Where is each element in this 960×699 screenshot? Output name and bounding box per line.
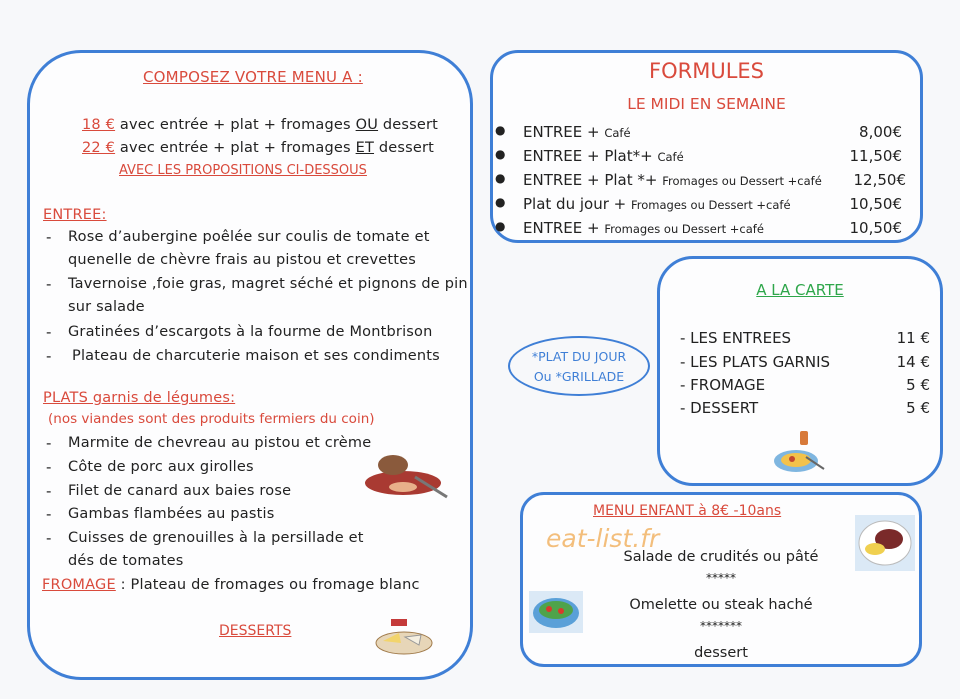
carte-price: 14 € bbox=[896, 353, 930, 371]
and-word: ET bbox=[355, 140, 375, 156]
bullet: ● bbox=[495, 171, 506, 185]
formula-18-text: avec entrée + plat + fromages bbox=[115, 117, 356, 133]
formule-detail: Café bbox=[657, 150, 684, 164]
bullet: ● bbox=[495, 219, 506, 233]
fromage-heading: FROMAGE bbox=[42, 577, 116, 593]
entree-item: Plateau de charcuterie maison et ses condiments bbox=[72, 348, 440, 364]
carte-price: 5 € bbox=[906, 399, 930, 417]
bullet-dash: - bbox=[46, 323, 52, 341]
formule-label: ENTREE + Plat*+ bbox=[523, 147, 658, 165]
menu-enfant-panel bbox=[520, 492, 922, 667]
fromage-line bbox=[42, 577, 420, 593]
formule-label: ENTREE + bbox=[523, 123, 605, 141]
formule-price: 8,00€ bbox=[859, 123, 902, 141]
enfant-line-3: dessert bbox=[694, 645, 748, 661]
formule-row bbox=[493, 123, 920, 145]
formula-18-line bbox=[82, 117, 438, 133]
formule-row bbox=[493, 195, 920, 217]
carte-row bbox=[680, 399, 930, 421]
fromage-text: : Plateau de fromages ou fromage blanc bbox=[115, 577, 420, 593]
price-22: 22 € bbox=[82, 140, 116, 156]
menu-compose-title: COMPOSEZ VOTRE MENU A : bbox=[143, 68, 363, 86]
entree-item: quenelle de chèvre frais au pistou et crevettes bbox=[68, 252, 417, 268]
entree-item: sur salade bbox=[68, 299, 145, 315]
formule-price: 11,50€ bbox=[849, 147, 902, 165]
entree-heading: ENTREE: bbox=[43, 207, 107, 223]
formule-price: 10,50€ bbox=[849, 195, 902, 213]
carte-label: - LES ENTREES bbox=[680, 329, 792, 347]
carte-price: 5 € bbox=[906, 376, 930, 394]
oval-line-1: *PLAT DU JOUR bbox=[531, 349, 627, 364]
formule-label: ENTREE + Plat *+ bbox=[523, 171, 663, 189]
formules-subtitle: LE MIDI EN SEMAINE bbox=[627, 95, 786, 113]
plat-item: Cuisses de grenouilles à la persillade et bbox=[68, 530, 364, 546]
enfant-line-1: Salade de crudités ou pâté bbox=[623, 549, 819, 565]
oval-line-2: Ou *GRILLADE bbox=[533, 369, 625, 384]
carte-price: 11 € bbox=[896, 329, 930, 347]
plat-item: Gambas flambées au pastis bbox=[68, 506, 275, 522]
formule-label: ENTREE + bbox=[523, 219, 605, 237]
bullet: ● bbox=[495, 195, 506, 209]
watermark: eat-list.fr bbox=[546, 524, 660, 553]
carte-label: - LES PLATS GARNIS bbox=[680, 353, 831, 371]
carte-label: - FROMAGE bbox=[680, 376, 766, 394]
meat-plate-icon bbox=[363, 453, 453, 503]
formula-18-end: dessert bbox=[378, 117, 439, 133]
bullet: ● bbox=[495, 147, 506, 161]
enfant-separator: ******* bbox=[700, 619, 742, 633]
formules-panel bbox=[490, 50, 923, 243]
formule-row bbox=[493, 219, 920, 241]
entree-item: Gratinées d’escargots à la fourme de Montbrison bbox=[68, 324, 433, 340]
bullet: ● bbox=[495, 123, 506, 137]
plat-item: Filet de canard aux baies rose bbox=[68, 483, 292, 499]
formule-detail: Fromages ou Dessert +café bbox=[604, 222, 764, 236]
entree-item: Rose d’aubergine poêlée sur coulis de tomate et bbox=[68, 229, 430, 245]
a-la-carte-title: A LA CARTE bbox=[756, 281, 844, 299]
plats-heading: PLATS garnis de légumes: bbox=[43, 390, 236, 406]
formule-row bbox=[493, 171, 920, 193]
menu-compose-panel bbox=[27, 50, 473, 680]
formules-title: FORMULES bbox=[649, 59, 764, 83]
formule-label: Plat du jour + bbox=[523, 195, 631, 213]
plat-item: dés de tomates bbox=[68, 553, 184, 569]
dessert-plate-icon bbox=[772, 429, 826, 475]
carte-row bbox=[680, 353, 930, 375]
bullet-dash: - bbox=[46, 228, 52, 246]
enfant-line-2: Omelette ou steak haché bbox=[629, 597, 813, 613]
plat-du-jour-oval bbox=[508, 336, 650, 396]
or-word: OU bbox=[355, 117, 379, 133]
formule-detail: Café bbox=[604, 126, 631, 140]
price-18: 18 € bbox=[82, 117, 116, 133]
carte-row bbox=[680, 376, 930, 398]
formule-price: 10,50€ bbox=[849, 219, 902, 237]
cheese-board-icon bbox=[373, 615, 435, 657]
formule-row bbox=[493, 147, 920, 169]
bullet-dash: - bbox=[46, 347, 52, 365]
salad-bowl-icon bbox=[529, 591, 583, 633]
bullet-dash: - bbox=[46, 505, 52, 523]
carte-row bbox=[680, 329, 930, 351]
menu-enfant-title: MENU ENFANT à 8€ -10ans bbox=[593, 503, 782, 519]
plated-dish-icon bbox=[855, 515, 915, 571]
plat-item: Côte de porc aux girolles bbox=[68, 459, 254, 475]
bullet-dash: - bbox=[46, 434, 52, 452]
desserts-heading: DESSERTS bbox=[219, 623, 292, 639]
plats-note: (nos viandes sont des produits fermiers du coin) bbox=[48, 411, 375, 427]
formula-22-end: dessert bbox=[374, 140, 435, 156]
formule-detail: Fromages ou Dessert +café bbox=[630, 198, 791, 212]
formule-price: 12,50€ bbox=[853, 171, 906, 189]
bullet-dash: - bbox=[46, 529, 52, 547]
bullet-dash: - bbox=[46, 482, 52, 500]
formule-detail: Fromages ou Dessert +café bbox=[662, 174, 822, 188]
formula-22-text: avec entrée + plat + fromages bbox=[115, 140, 356, 156]
enfant-separator: ***** bbox=[706, 571, 736, 585]
bullet-dash: - bbox=[46, 458, 52, 476]
propositions-note: AVEC LES PROPOSITIONS CI-DESSOUS bbox=[119, 163, 367, 178]
a-la-carte-panel bbox=[657, 256, 943, 486]
plat-item: Marmite de chevreau au pistou et crème bbox=[68, 435, 372, 451]
entree-item: Tavernoise ,foie gras, magret séché et pignons de pin bbox=[68, 276, 468, 292]
bullet-dash: - bbox=[46, 275, 52, 293]
formula-22-line bbox=[82, 140, 434, 156]
carte-label: - DESSERT bbox=[680, 399, 759, 417]
